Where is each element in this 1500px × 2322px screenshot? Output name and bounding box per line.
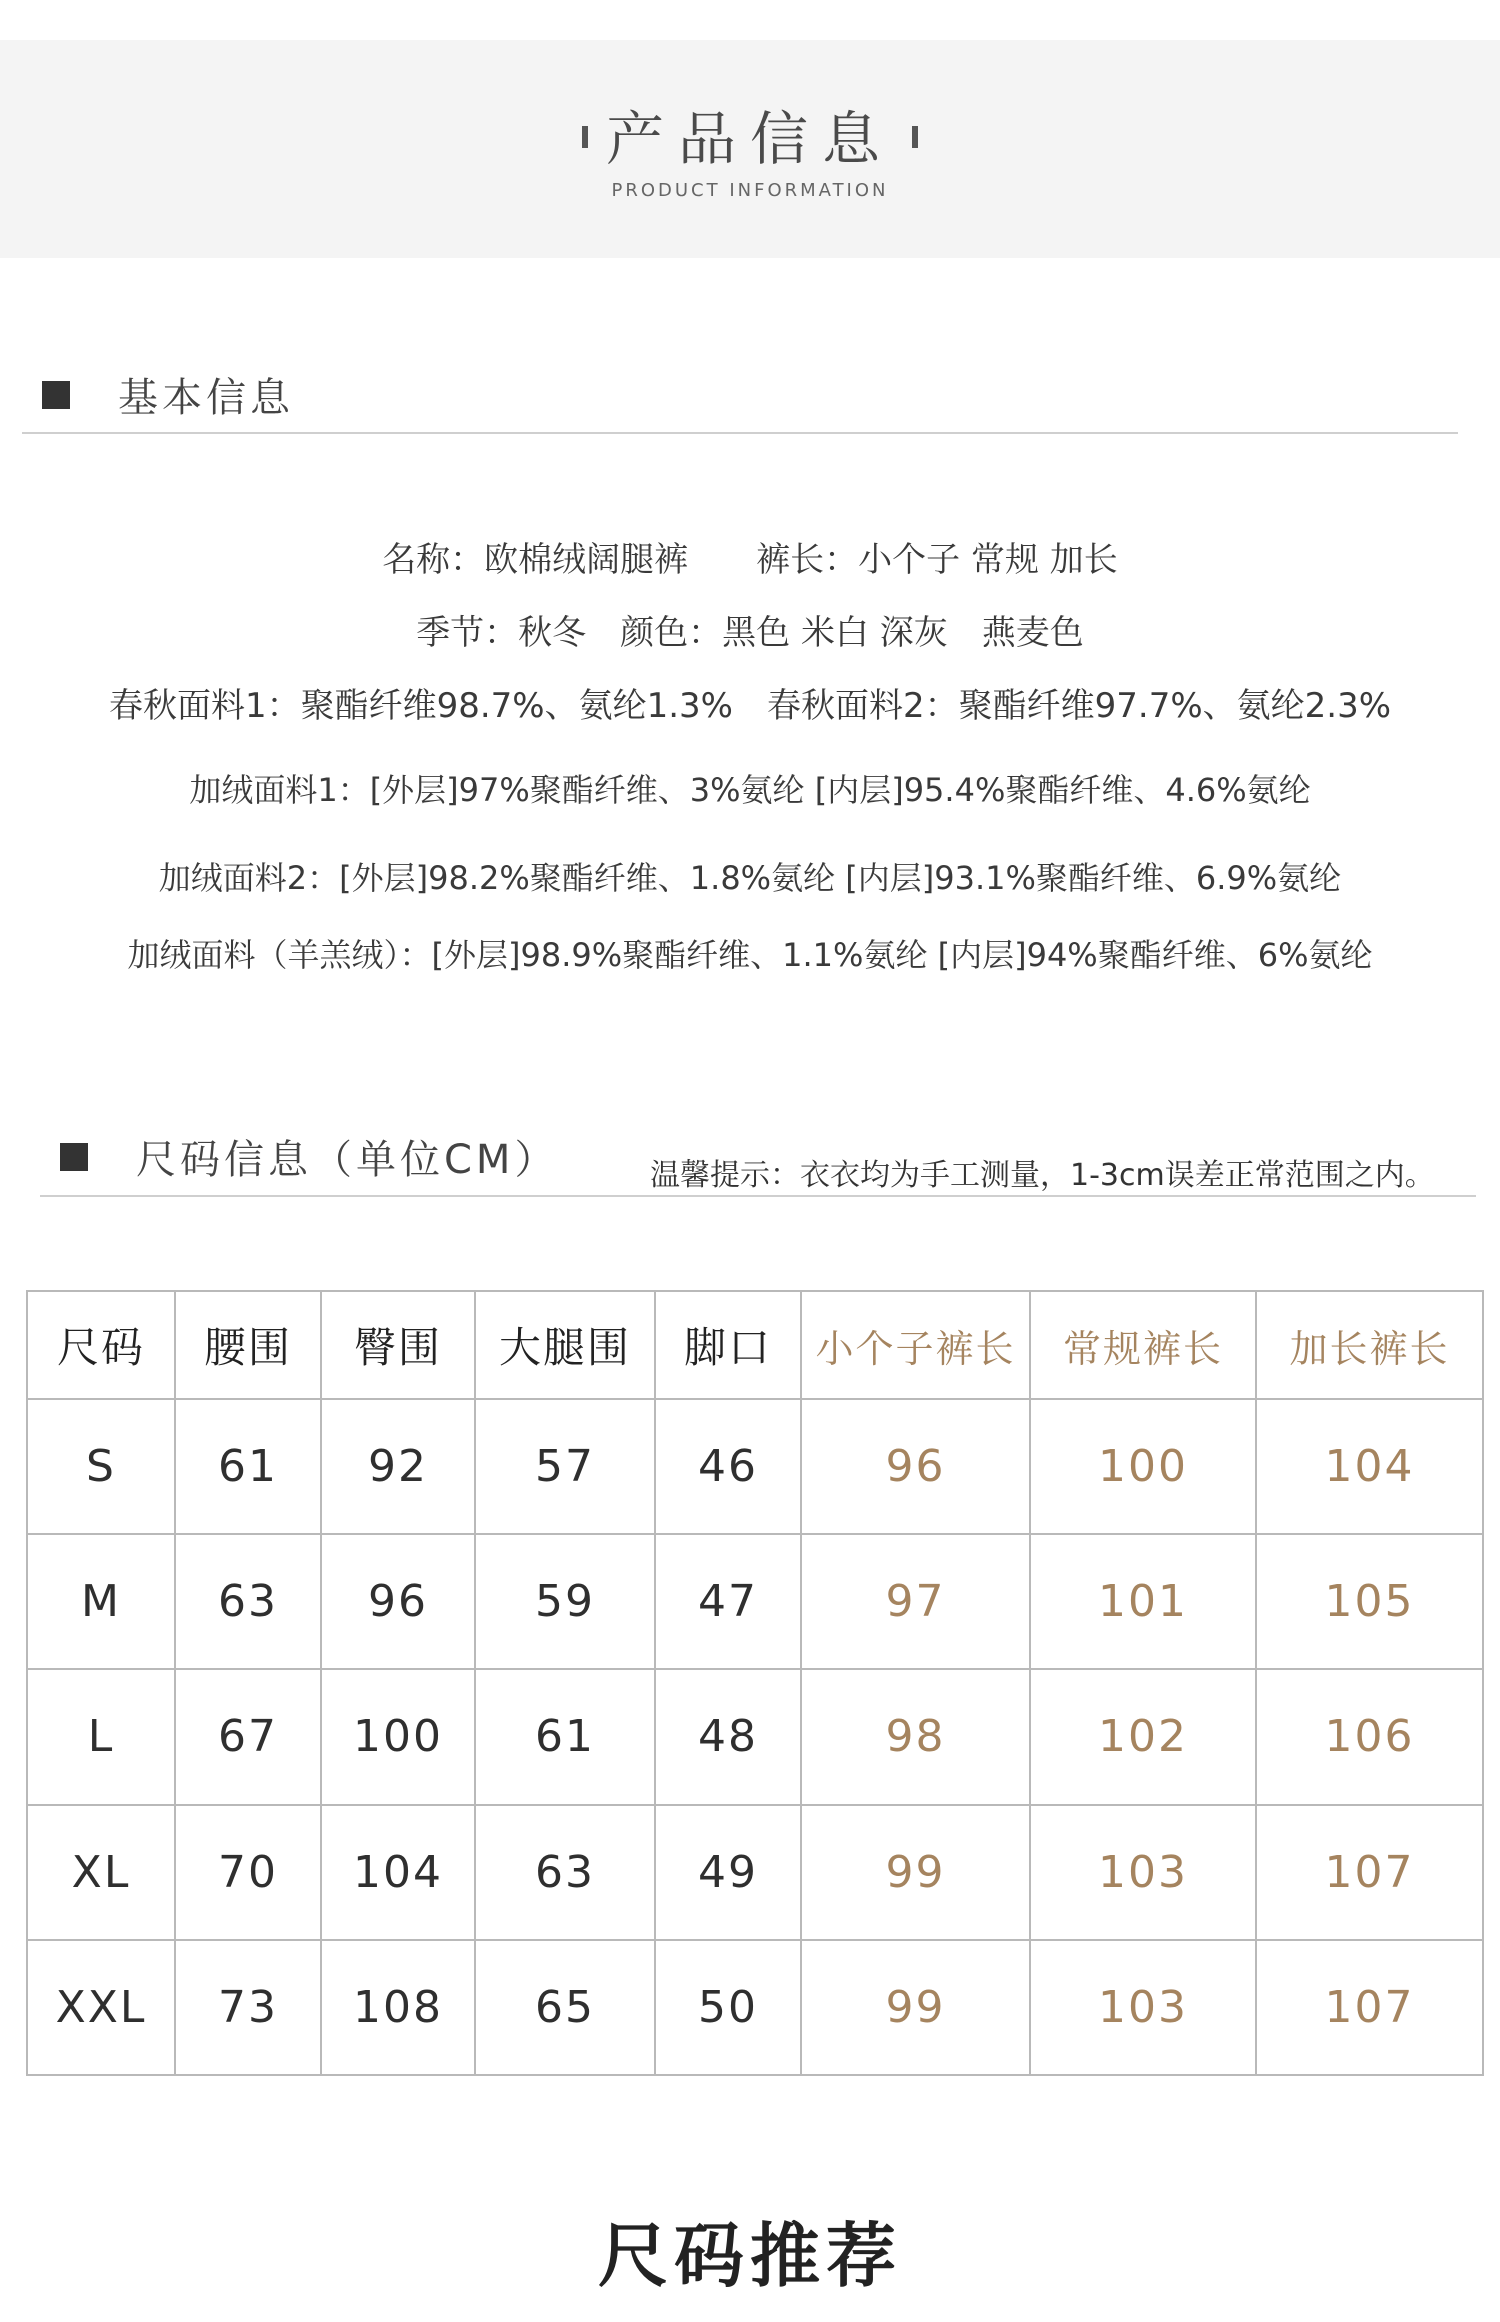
size-recommendation-title: 尺码推荐 (598, 2215, 902, 2297)
divider-bar-right (912, 126, 918, 148)
cell-waist: 70 (175, 1805, 321, 1940)
cell-hip: 108 (321, 1940, 475, 2075)
cell-size: XXL (27, 1940, 175, 2075)
header-hem: 脚口 (655, 1291, 801, 1399)
info-line-fabric-fleece-1: 加绒面料1：[外层]97%聚酯纤维、3%氨纶 [内层]95.4%聚酯纤维、4.6%氨纶 (189, 771, 1311, 809)
size-info-divider (40, 1195, 1476, 1197)
square-bullet-icon (42, 381, 70, 409)
banner-title (0, 92, 1500, 176)
table-row (27, 1534, 1483, 1669)
size-info-title: 尺码信息（单位CM） (136, 1137, 559, 1183)
cell-hip: 104 (321, 1805, 475, 1940)
cell-regular-length: 100 (1030, 1399, 1256, 1534)
cell-thigh: 57 (475, 1399, 655, 1534)
cell-thigh: 63 (475, 1805, 655, 1940)
cell-hem: 47 (655, 1534, 801, 1669)
size-info-heading (60, 1128, 558, 1185)
info-line-fabric-lambswool: 加绒面料（羊羔绒）：[外层]98.9%聚酯纤维、1.1%氨纶 [内层]94%聚酯纤维、6%氨纶 (127, 936, 1373, 974)
cell-petite-length: 99 (801, 1940, 1030, 2075)
square-bullet-icon (60, 1143, 88, 1171)
cell-waist: 63 (175, 1534, 321, 1669)
cell-size: S (27, 1399, 175, 1534)
basic-info-heading (42, 366, 294, 423)
header-waist: 腰围 (175, 1291, 321, 1399)
basic-info-divider (22, 432, 1458, 434)
info-line-fabric-fleece-2: 加绒面料2：[外层]98.2%聚酯纤维、1.8%氨纶 [内层]93.1%聚酯纤维、6.9%氨纶 (158, 859, 1342, 897)
product-info-banner (0, 40, 1500, 258)
cell-regular-length: 102 (1030, 1669, 1256, 1804)
cell-regular-length: 103 (1030, 1940, 1256, 2075)
measurement-tip: 温馨提示：衣衣均为手工测量，1-3cm误差正常范围之内。 (650, 1158, 1435, 1193)
cell-long-length: 105 (1256, 1534, 1483, 1669)
info-line-season: 季节：秋冬 颜色：黑色 米白 深灰 燕麦色 (416, 613, 1084, 653)
cell-regular-length: 103 (1030, 1805, 1256, 1940)
cell-hip: 96 (321, 1534, 475, 1669)
cell-petite-length: 97 (801, 1534, 1030, 1669)
cell-long-length: 107 (1256, 1940, 1483, 2075)
header-thigh: 大腿围 (475, 1291, 655, 1399)
cell-hem: 49 (655, 1805, 801, 1940)
cell-petite-length: 98 (801, 1669, 1030, 1804)
cell-regular-length: 101 (1030, 1534, 1256, 1669)
cell-hip: 100 (321, 1669, 475, 1804)
cell-hem: 50 (655, 1940, 801, 2075)
cell-size: L (27, 1669, 175, 1804)
table-row (27, 1399, 1483, 1534)
divider-bar-left (582, 126, 588, 148)
cell-thigh: 65 (475, 1940, 655, 2075)
header-hip: 臀围 (321, 1291, 475, 1399)
cell-size: XL (27, 1805, 175, 1940)
cell-petite-length: 96 (801, 1399, 1030, 1534)
header-long-length: 加长裤长 (1256, 1291, 1483, 1399)
header-regular-length: 常规裤长 (1030, 1291, 1256, 1399)
cell-thigh: 61 (475, 1669, 655, 1804)
basic-info-title: 基本信息 (118, 375, 294, 421)
header-size: 尺码 (27, 1291, 175, 1399)
table-row (27, 1669, 1483, 1804)
cell-hip: 92 (321, 1399, 475, 1534)
cell-long-length: 104 (1256, 1399, 1483, 1534)
cell-long-length: 106 (1256, 1669, 1483, 1804)
table-header-row (27, 1291, 1483, 1399)
cell-long-length: 107 (1256, 1805, 1483, 1940)
banner-title-text: 产品信息 (605, 105, 894, 173)
table-row (27, 1940, 1483, 2075)
info-line-name: 名称：欧棉绒阔腿裤 裤长：小个子 常规 加长 (382, 540, 1118, 580)
cell-hem: 48 (655, 1669, 801, 1804)
cell-waist: 67 (175, 1669, 321, 1804)
cell-size: M (27, 1534, 175, 1669)
info-line-fabric-spring: 春秋面料1：聚酯纤维98.7%、氨纶1.3% 春秋面料2：聚酯纤维97.7%、氨纶2.3% (108, 686, 1392, 726)
table-row (27, 1805, 1483, 1940)
cell-thigh: 59 (475, 1534, 655, 1669)
size-table (26, 1290, 1484, 2076)
header-petite-length: 小个子裤长 (801, 1291, 1030, 1399)
cell-waist: 73 (175, 1940, 321, 2075)
cell-hem: 46 (655, 1399, 801, 1534)
banner-subtitle: PRODUCT INFORMATION (611, 180, 889, 201)
cell-waist: 61 (175, 1399, 321, 1534)
cell-petite-length: 99 (801, 1805, 1030, 1940)
